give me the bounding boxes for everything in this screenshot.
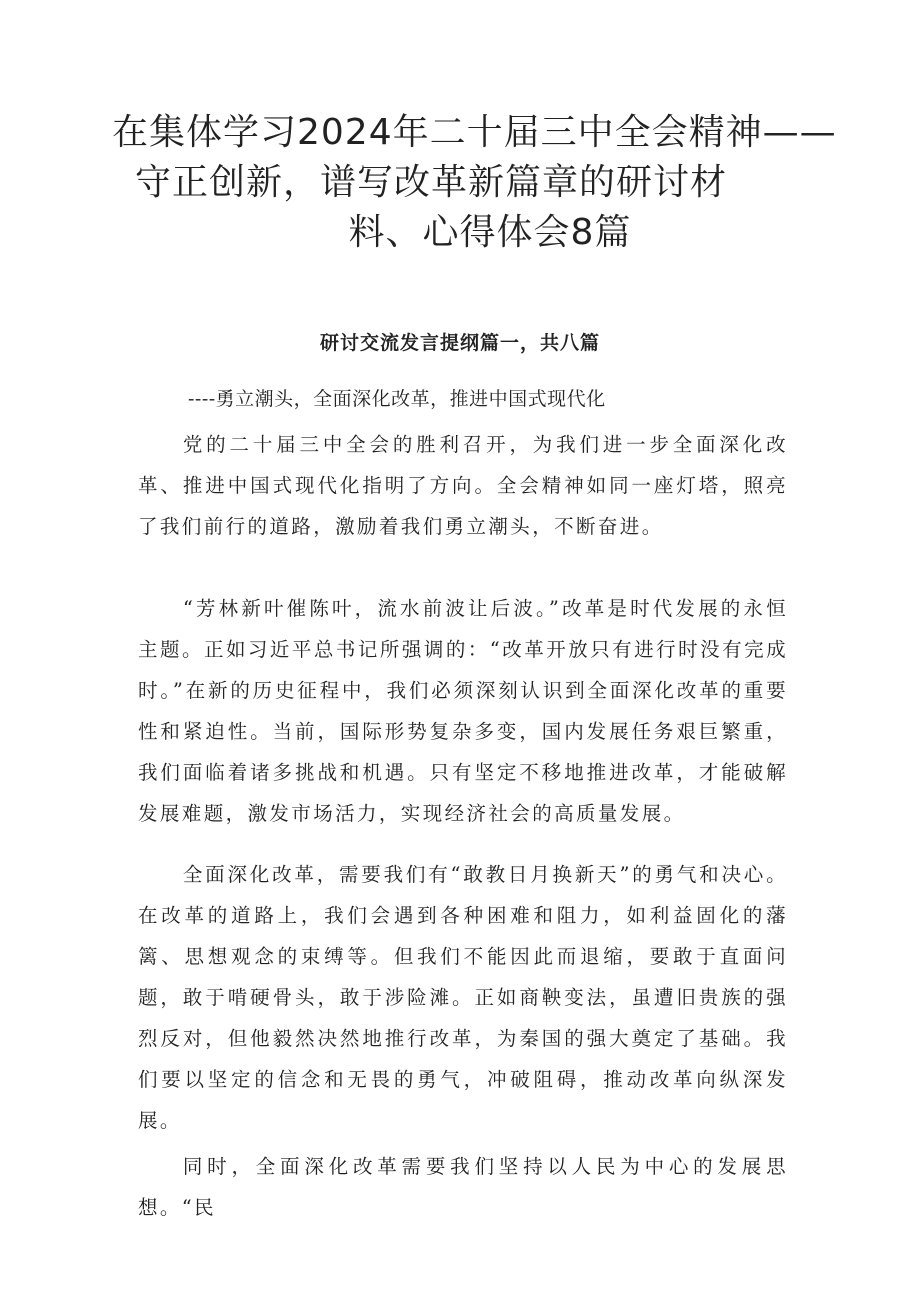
section-tagline: ----勇立潮头，全面深化改革，推进中国式现代化 [188,388,606,410]
document-title [112,108,837,258]
section-heading: 研讨交流发言提纲篇一，共八篇 [319,332,600,354]
body-paragraph: “芳林新叶催陈叶，流水前波让后波。”改革是时代发展的永恒主题。正如习近平总书记所强调的：“改革开放只有进行时没有完成时。”在新的历史征程中，我们必须深刻认识到全面深化改革的重要性和紧迫性。当前，国际形势复杂多变，国内发展任务艰巨繁重，我们面临着诸多挑战和机遇。只有坚定不移地推进改革，才能破解发展难题，激发市场活力，实现经济社会的高质量发展。 [138,597,788,825]
title-line-3: 料、心得体会8篇 [348,212,632,253]
body-paragraph: 党的二十届三中全会的胜利召开，为我们进一步全面深化改革、推进中国式现代化指明了方向。全会精神如同一座灯塔，照亮了我们前行的道路，激励着我们勇立潮头，不断奋进。 [138,433,788,538]
title-line-1: 在集体学习2024年二十届三中全会精神—— [112,112,837,153]
body-paragraph: 全面深化改革，需要我们有“敢教日月换新天”的勇气和决心。在改革的道路上，我们会遇到各种困难和阻力，如利益固化的藩篱、思想观念的束缚等。但我们不能因此而退缩，要敢于直面问题，敢于啃硬骨头，敢于涉险滩。正如商鞅变法，虽遭旧贵族的强烈反对，但他毅然决然地推行改革，为秦国的强大奠定了基础。我们要以坚定的信念和无畏的勇气，冲破阻碍，推动改革向纵深发展。 [138,863,788,1132]
body-paragraph: 同时，全面深化改革需要我们坚持以人民为中心的发展思想。“民 [138,1155,788,1219]
title-line-2: 守正创新，谱写改革新篇章的研讨材 [134,162,727,203]
